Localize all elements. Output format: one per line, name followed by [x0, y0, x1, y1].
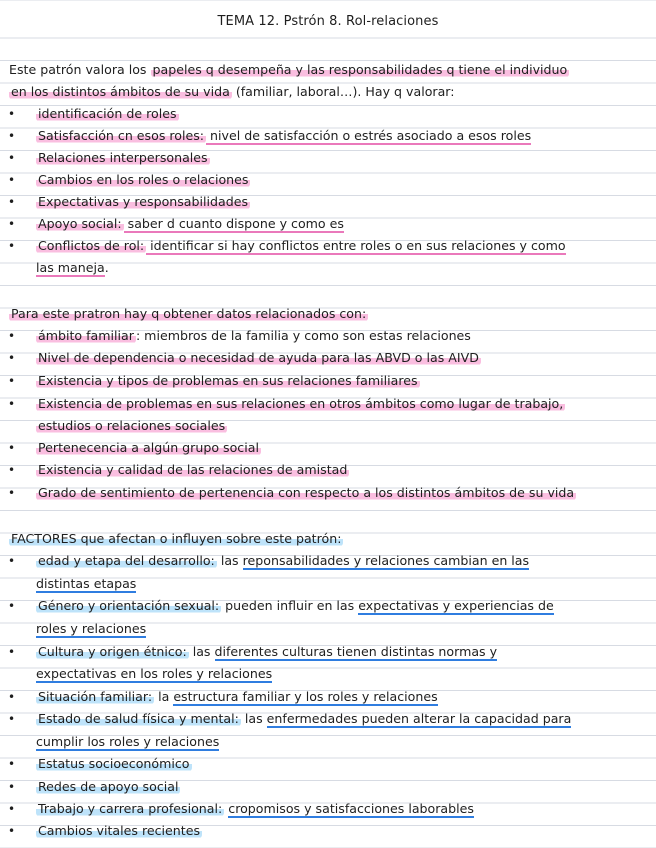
list-item-cont — [36, 575, 136, 593]
item-text: Pertenecencia a algún grupo social — [38, 440, 259, 455]
item-text: Grado de sentimiento de pertenencia con respecto a los distintos ámbitos de su vida — [38, 485, 575, 500]
item-term: ámbito familiar — [38, 328, 134, 343]
heading-text: Para este pratron hay q obtener datos relacionados con: — [11, 306, 367, 321]
bullet: • — [8, 780, 16, 794]
bullet: • — [8, 441, 16, 455]
list-item — [36, 597, 554, 615]
list-item — [36, 171, 250, 189]
section-heading — [9, 530, 343, 548]
list-item — [36, 461, 349, 479]
item-term: Apoyo social: — [38, 216, 122, 231]
list-item — [36, 327, 471, 345]
bullet: • — [8, 397, 16, 411]
item-desc: identificar si hay conflictos entre roles o en sus relaciones y como — [146, 238, 566, 253]
bullet: • — [8, 329, 16, 343]
page-title: TEMA 12. Pstrón 8. Rol-relaciones — [217, 14, 439, 29]
bullet: • — [8, 486, 16, 500]
list-item-cont — [36, 259, 109, 277]
list-item — [36, 237, 566, 255]
intro-text: Este patrón valora los — [9, 62, 151, 77]
item-text: Redes de apoyo social — [38, 779, 179, 794]
list-item — [36, 822, 202, 840]
bullet: • — [8, 217, 16, 231]
bullet: • — [8, 757, 16, 771]
item-term: Satisfacción cn esos roles: — [38, 128, 205, 143]
list-item — [36, 710, 571, 728]
bullet: • — [8, 690, 16, 704]
list-item — [36, 105, 179, 123]
item-text: Existencia y tipos de problemas en sus relaciones familiares — [38, 373, 418, 388]
item-term: Estado de salud física y mental: — [38, 711, 239, 726]
list-item — [36, 552, 529, 570]
list-item — [36, 193, 250, 211]
item-text: pueden influir en las — [221, 598, 359, 613]
list-item — [36, 688, 438, 706]
period: . — [104, 260, 109, 275]
item-desc: reponsabilidades y relaciones cambian en las — [242, 553, 530, 568]
list-item — [36, 755, 192, 773]
list-item — [36, 372, 420, 390]
item-term: Género y orientación sexual: — [38, 598, 220, 613]
item-text: Expectativas y responsabilidades — [38, 194, 249, 209]
bullet: • — [8, 195, 16, 209]
item-desc: nivel de satisfacción o estrés asociado a esos roles — [206, 128, 532, 143]
bullet: • — [8, 554, 16, 568]
list-item — [36, 149, 210, 167]
item-text: Nivel de dependencia o necesidad de ayuda para las ABVD o las AIVD — [38, 350, 479, 365]
item-desc: enfermedades pueden alterar la capacidad para — [266, 711, 572, 726]
list-item-cont — [36, 665, 272, 683]
item-text: las — [240, 711, 267, 726]
bullet: • — [8, 374, 16, 388]
item-term: Situación familiar: — [38, 689, 153, 704]
list-item — [36, 778, 180, 796]
bullet: • — [8, 351, 16, 365]
list-item — [36, 395, 565, 413]
item-text: Existencia de problemas en sus relaciones en otros ámbitos como lugar de trabajo, — [38, 396, 564, 411]
list-item-cont — [36, 733, 219, 751]
bullet: • — [8, 239, 16, 253]
list-item — [36, 484, 576, 502]
item-desc: cumplir los roles y relaciones — [36, 734, 220, 749]
item-text: estudios o relaciones sociales — [38, 418, 226, 433]
intro-text-2: (familiar, laboral…). Hay q valorar: — [231, 84, 455, 99]
item-desc: saber d cuanto dispone y como es — [123, 216, 344, 231]
heading-text: FACTORES que afectan o influyen sobre este patrón: — [11, 531, 342, 546]
item-desc: estructura familiar y los roles y relaciones — [173, 689, 438, 704]
list-item-cont — [36, 417, 227, 435]
item-text: identificación de roles — [38, 106, 177, 121]
item-desc: diferentes culturas tienen distintas normas y — [214, 644, 498, 659]
item-term: Cultura y origen étnico: — [38, 644, 187, 659]
item-desc: distintas etapas — [36, 576, 137, 591]
item-desc: : miembros de la familia y como son estas relaciones — [135, 328, 471, 343]
item-text: las — [216, 553, 243, 568]
bullet: • — [8, 463, 16, 477]
item-desc: cropomisos y satisfacciones laborables — [228, 801, 474, 816]
section-heading — [9, 305, 368, 323]
list-item — [36, 800, 474, 818]
list-item — [36, 643, 497, 661]
list-item — [36, 349, 481, 367]
intro-line-2 — [9, 83, 455, 101]
list-item — [36, 127, 531, 145]
item-text: las — [188, 644, 215, 659]
bullet: • — [8, 645, 16, 659]
bullet: • — [8, 824, 16, 838]
item-desc: las maneja — [36, 260, 105, 275]
item-text: Cambios en los roles o relaciones — [38, 172, 249, 187]
intro-line-1 — [9, 61, 569, 79]
bullet: • — [8, 599, 16, 613]
bullet: • — [8, 151, 16, 165]
list-item — [36, 215, 344, 233]
item-desc: roles y relaciones — [36, 621, 147, 636]
intro-highlight: papeles q desempeña y las responsabilidades q tiene el individuo — [152, 62, 568, 77]
intro-highlight-2: en los distintos ámbitos de su vida — [11, 84, 230, 99]
item-text: Existencia y calidad de las relaciones de amistad — [38, 462, 348, 477]
bullet: • — [8, 129, 16, 143]
item-text: Cambios vitales recientes — [38, 823, 201, 838]
list-item-cont — [36, 620, 146, 638]
item-text: la — [154, 689, 174, 704]
bullet: • — [8, 173, 16, 187]
item-desc: expectativas y experiencias de — [358, 598, 554, 613]
item-text: Relaciones interpersonales — [38, 150, 208, 165]
list-item — [36, 439, 261, 457]
item-term: Trabajo y carrera profesional: — [38, 801, 223, 816]
item-term: edad y etapa del desarrollo: — [38, 553, 215, 568]
bullet: • — [8, 802, 16, 816]
item-desc: expectativas en los roles y relaciones — [36, 666, 273, 681]
item-term: Conflictos de rol: — [38, 238, 145, 253]
bullet: • — [8, 712, 16, 726]
bullet: • — [8, 107, 16, 121]
item-text: Estatus socioeconómico — [38, 756, 190, 771]
